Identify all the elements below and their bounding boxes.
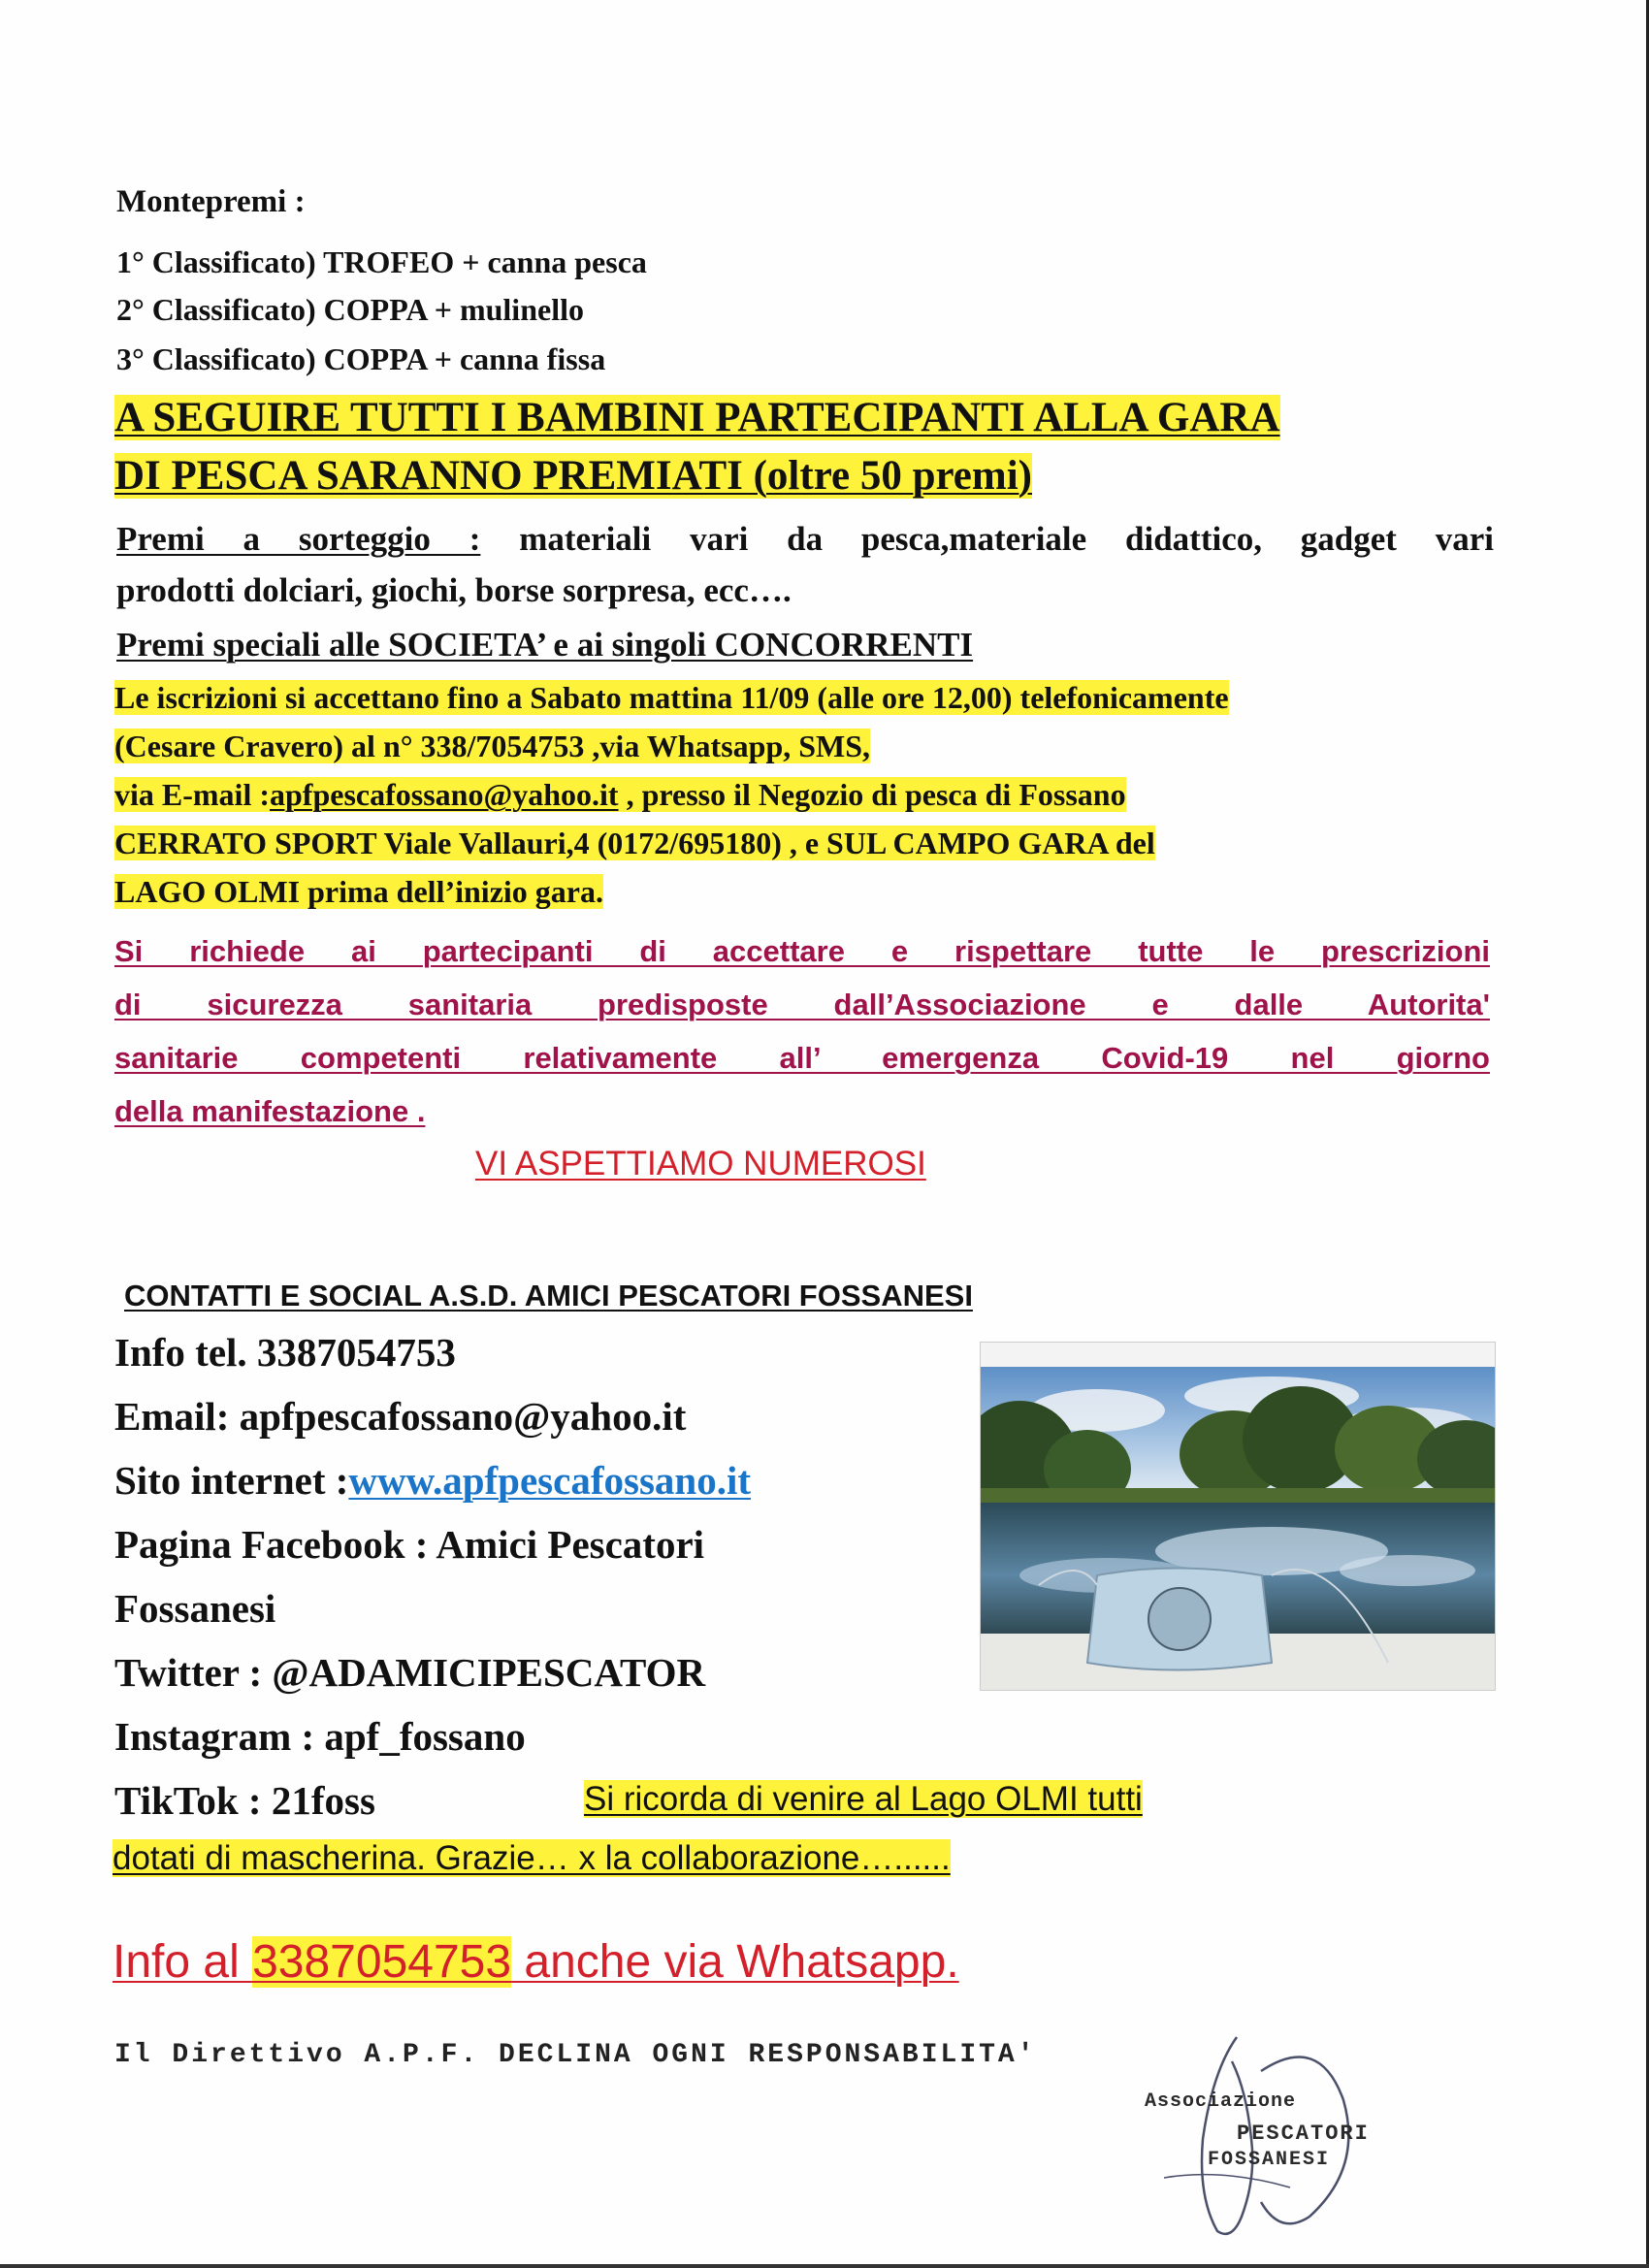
contact-site — [114, 1457, 751, 1504]
registration-line3 — [114, 777, 1126, 813]
stamp-line2: PESCATORI — [1237, 2122, 1370, 2146]
covid-notice-text: della manifestazione . — [114, 1094, 426, 1128]
registration-text: CERRATO SPORT Viale Vallauri,4 (0172/695180) , e SUL CAMPO GARA del — [114, 826, 1155, 860]
contacts-heading — [124, 1279, 973, 1313]
mask-notice-text: dotati di mascherina. Grazie… x la collaborazione…...... — [113, 1839, 951, 1877]
mask-notice-line2 — [113, 1839, 951, 1878]
prizes-heading: Montepremi : — [116, 184, 306, 219]
covid-notice-line4 — [114, 1094, 425, 1129]
mask-notice-line1 — [584, 1780, 1143, 1819]
contact-phone: Info tel. 3387054753 — [114, 1330, 456, 1375]
covid-notice-line3 — [114, 1041, 1490, 1076]
raffle-text: materiali vari da pesca,materiale didattico, gadget vari — [519, 520, 1495, 558]
contact-facebook: Pagina Facebook : Amici Pescatori — [114, 1522, 705, 1567]
mask-notice-text: Si ricorda di venire al Lago OLMI tutti — [584, 1780, 1143, 1818]
whatsapp-number[interactable]: 3387054753 — [252, 1936, 512, 1988]
prize-item-2: 2° Classificato) COPPA + mulinello — [116, 292, 584, 327]
signature-stamp — [1145, 2032, 1436, 2255]
stamp-line1: Associazione — [1145, 2090, 1297, 2113]
contact-site-label: Sito internet : — [114, 1458, 349, 1503]
registration-line1 — [114, 680, 1229, 716]
registration-email-link[interactable]: apfpescafossano@yahoo.it — [269, 777, 619, 812]
children-notice-text: DI PESCA SARANNO PREMIATI (oltre 50 premi) — [114, 453, 1032, 499]
special-prizes — [116, 626, 973, 664]
welcome-text — [475, 1145, 926, 1183]
welcome-label: VI ASPETTIAMO NUMEROSI — [475, 1145, 926, 1183]
scan-edge — [0, 2264, 1649, 2268]
children-notice-line2 — [114, 452, 1032, 500]
contacts-heading-text: CONTATTI E SOCIAL A.S.D. AMICI PESCATORI FOSSANESI — [124, 1279, 973, 1312]
raffle-line1 — [116, 520, 1494, 559]
contact-facebook-cont: Fossanesi — [114, 1586, 276, 1631]
prize-item-1: 1° Classificato) TROFEO + canna pesca — [116, 244, 647, 279]
registration-text: Le iscrizioni si accettano fino a Sabato mattina 11/09 (alle ore 12,00) telefonicamente — [114, 680, 1229, 715]
whatsapp-info-text — [113, 1936, 959, 1988]
children-notice-text: A SEGUIRE TUTTI I BAMBINI PARTECIPANTI ALLA GARA — [114, 395, 1280, 440]
registration-email-prefix: via E-mail : — [114, 777, 270, 812]
stamp-line3: FOSSANESI — [1208, 2149, 1331, 2171]
contact-twitter: Twitter : @ADAMICIPESCATOR — [114, 1650, 706, 1695]
registration-line5 — [114, 874, 603, 910]
contact-email: Email: apfpescafossano@yahoo.it — [114, 1394, 687, 1439]
registration-email-suffix: , presso il Negozio di pesca di Fossano — [618, 777, 1126, 812]
special-prizes-text: Premi speciali alle SOCIETA’ e ai singoli CONCORRENTI — [116, 626, 974, 664]
disclaimer: Il Direttivo A.P.F. DECLINA OGNI RESPONSABILITA' — [114, 2040, 1037, 2070]
registration-line2 — [114, 729, 870, 764]
whatsapp-info — [113, 1935, 959, 1989]
covid-notice-text: di sicurezza sanitaria predisposte dall’Associazione e dalle Autorita' — [114, 988, 1490, 1021]
prize-item-3: 3° Classificato) COPPA + canna fissa — [116, 341, 606, 376]
contact-site-link[interactable]: www.apfpescafossano.it — [348, 1458, 751, 1503]
contact-instagram: Instagram : apf_fossano — [114, 1714, 526, 1759]
registration-text: (Cesare Cravero) al n° 338/7054753 ,via Whatsapp, SMS, — [114, 729, 871, 763]
whatsapp-prefix: Info al — [113, 1936, 253, 1988]
covid-notice-line1 — [114, 934, 1490, 969]
raffle-label: Premi a sorteggio : — [116, 520, 481, 558]
contact-tiktok: TikTok : 21foss — [114, 1778, 375, 1823]
registration-line4 — [114, 826, 1155, 861]
covid-notice-text: sanitarie competenti relativamente all’ emergenza Covid-19 nel giorno — [114, 1041, 1490, 1075]
registration-text — [114, 777, 1126, 812]
registration-text: LAGO OLMI prima dell’inizio gara. — [114, 874, 603, 909]
covid-notice-text: Si richiede ai partecipanti di accettare e rispettare tutte le prescrizioni — [114, 934, 1490, 968]
children-notice-line1 — [114, 394, 1280, 441]
lake-photo — [980, 1342, 1496, 1691]
whatsapp-suffix: anche via Whatsapp. — [511, 1936, 959, 1988]
raffle-line2: prodotti dolciari, giochi, borse sorpresa, ecc…. — [116, 571, 792, 609]
covid-notice-line2 — [114, 988, 1490, 1022]
